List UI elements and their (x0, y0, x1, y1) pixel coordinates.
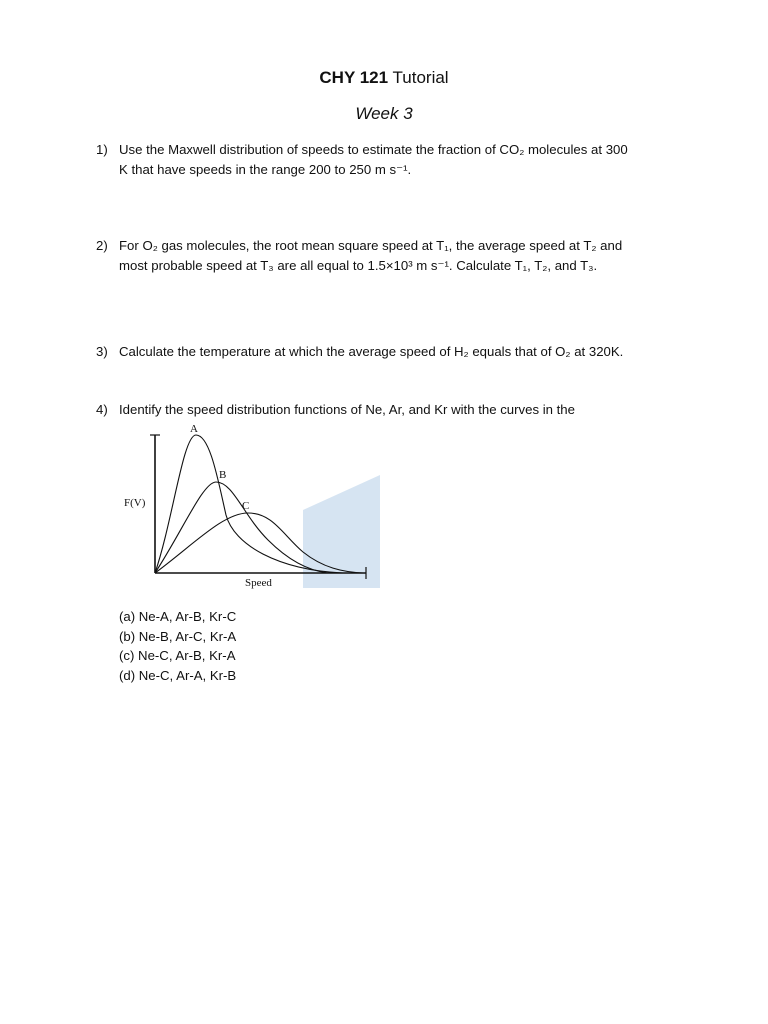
question-line: Identify the speed distribution functions of Ne, Ar, and Kr with the curves in the (119, 402, 575, 417)
question-line: For O₂ gas molecules, the root mean square speed at T₁, the average speed at T₂ and (119, 238, 623, 253)
curve-b (155, 482, 328, 573)
question-number: 1) (96, 142, 108, 157)
question-text (119, 400, 689, 420)
question-text (119, 140, 689, 179)
question-text (119, 342, 689, 362)
question-number: 3) (96, 344, 108, 359)
week-subtitle: Week 3 (355, 104, 413, 123)
answer-options (119, 607, 236, 685)
distribution-plot (118, 420, 383, 590)
page-title (0, 68, 768, 88)
question-number: 4) (96, 402, 108, 417)
speed-distribution-figure (118, 420, 383, 590)
question-line: K that have speeds in the range 200 to 250 m s⁻¹. (119, 161, 412, 177)
question-number: 2) (96, 238, 108, 253)
watermark (303, 475, 380, 588)
course-code: CHY 121 (319, 68, 389, 87)
question-text (119, 236, 689, 275)
curve-label-c: C (242, 500, 250, 512)
question-line: most probable speed at T₃ are all equal to 1.5×10³ m s⁻¹. Calculate T₁, T₂, and T₃. (119, 257, 598, 273)
title-rest: Tutorial (392, 68, 449, 87)
y-axis-label: F(V) (124, 497, 146, 509)
option-a: (a) Ne-A, Ar-B, Kr-C (119, 609, 237, 624)
option-d: (d) Ne-C, Ar-A, Kr-B (119, 667, 237, 683)
curve-label-a: A (190, 423, 198, 435)
option-b: (b) Ne-B, Ar-C, Kr-A (119, 628, 237, 644)
curve-label-b: B (219, 469, 227, 481)
option-c: (c) Ne-C, Ar-B, Kr-A (119, 648, 236, 663)
question-line: Use the Maxwell distribution of speeds to estimate the fraction of CO₂ molecules at 300 (119, 142, 628, 157)
x-axis-label: Speed (245, 577, 272, 589)
watermark-shape (368, 545, 380, 588)
question-line: Calculate the temperature at which the average speed of H₂ equals that of O₂ at 320K. (119, 344, 624, 359)
